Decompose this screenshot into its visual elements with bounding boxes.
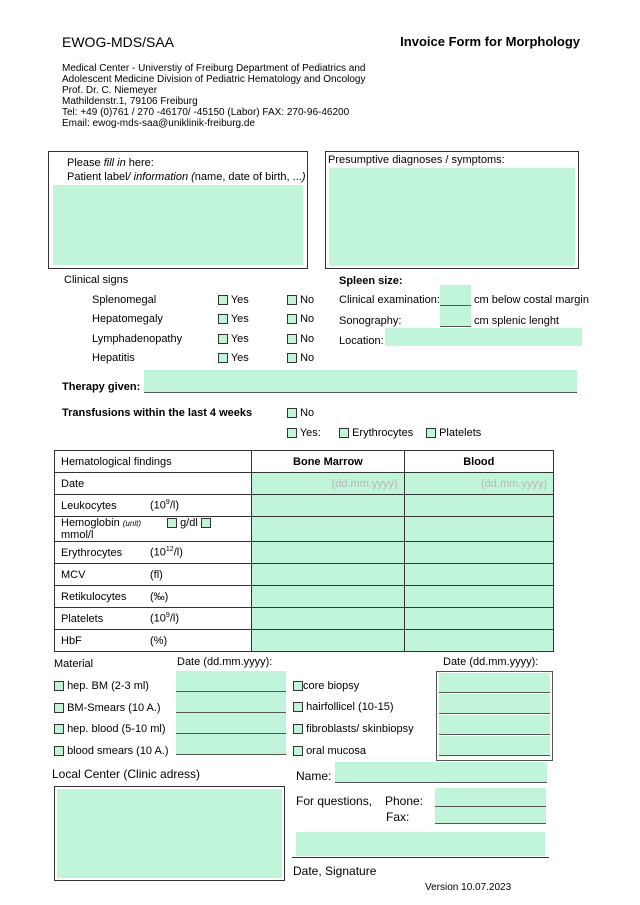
sign-label: Hepatitis <box>92 352 135 364</box>
material-date-field[interactable] <box>176 713 286 734</box>
material-date-label-right: Date (dd.mm.yyyy): <box>443 656 539 668</box>
clinical-exam-field[interactable] <box>440 285 471 306</box>
material-hairfollicel[interactable] <box>293 701 394 713</box>
no-label: No <box>300 333 315 345</box>
checkbox-icon[interactable] <box>218 353 228 363</box>
table-row <box>55 630 554 652</box>
local-center-field[interactable] <box>57 789 282 878</box>
address-line: Email: ewog-mds-saa@uniklinik-freiburg.de <box>62 118 256 129</box>
table-row <box>55 542 554 564</box>
yes-label: Yes <box>230 352 249 364</box>
address-line: Adolescent Medicine Division of Pediatric Hematology and Oncology <box>62 74 366 85</box>
bm-hbf-field[interactable] <box>252 630 404 652</box>
checkbox-icon[interactable] <box>167 518 177 528</box>
bm-hemoglobin-field[interactable] <box>252 517 404 542</box>
material-fibroblasts[interactable] <box>293 723 414 735</box>
splenomegal-yes[interactable] <box>218 294 249 306</box>
diagnosis-label: Presumptive diagnoses / symptoms: <box>328 154 505 166</box>
material-date-field[interactable] <box>439 694 550 714</box>
splenomegal-no[interactable] <box>287 294 314 306</box>
table-row <box>55 586 554 608</box>
material-label: fibroblasts/ skinbiopsy <box>306 723 414 735</box>
table-row <box>55 495 554 517</box>
row-label: Erythrocytes $(10^{12}/l)$ <box>55 542 252 564</box>
row-label: Hemoglobin (unit) g/dl mmol/l <box>55 517 252 542</box>
yes-label: Yes <box>230 294 249 306</box>
questions-label: For questions, <box>296 794 373 808</box>
material-label: blood smears (10 A.) <box>67 745 169 757</box>
sonography-field[interactable] <box>440 306 471 327</box>
blood-platelets-field[interactable] <box>404 608 553 630</box>
material-oral-mucosa[interactable] <box>293 745 366 757</box>
material-label: hairfollicel (10-15) <box>306 701 394 713</box>
lymphadenopathy-yes[interactable] <box>218 333 249 345</box>
material-date-label-left: Date (dd.mm.yyyy): <box>177 656 273 668</box>
yes-label: Yes: <box>299 427 321 439</box>
therapy-label: Therapy given: <box>62 381 141 393</box>
material-label: hep. blood (5-10 ml) <box>67 723 166 735</box>
checkbox-icon[interactable] <box>54 681 64 691</box>
fax-label: Fax: <box>386 810 410 824</box>
checkbox-icon[interactable] <box>287 334 297 344</box>
table-row <box>55 564 554 586</box>
checkbox-icon[interactable] <box>293 681 303 691</box>
location-field[interactable] <box>385 328 582 346</box>
material-date-field[interactable] <box>439 736 550 756</box>
table-row <box>55 517 554 542</box>
patient-box <box>48 151 308 269</box>
signature-label: Date, Signature <box>293 864 377 878</box>
phone-label: Phone: <box>385 794 424 808</box>
checkbox-icon[interactable] <box>287 353 297 363</box>
checkbox-icon[interactable] <box>287 408 297 418</box>
checkbox-icon[interactable] <box>339 428 349 438</box>
address-line: Mathildenstr.1, 79106 Freiburg <box>62 96 198 107</box>
material-date-field[interactable] <box>439 673 550 693</box>
hepatitis-yes[interactable] <box>218 352 249 364</box>
hepatomegaly-yes[interactable] <box>218 313 249 325</box>
name-field[interactable] <box>335 762 547 783</box>
checkbox-icon[interactable] <box>287 295 297 305</box>
diagnosis-box <box>325 151 579 269</box>
material-date-field[interactable] <box>176 671 286 692</box>
findings-header: Hematological findings <box>55 451 252 473</box>
checkbox-icon[interactable] <box>54 703 64 713</box>
checkbox-icon[interactable] <box>287 314 297 324</box>
bone-marrow-header: Bone Marrow <box>252 451 404 473</box>
checkbox-icon[interactable] <box>293 702 303 712</box>
signature-line <box>292 857 549 858</box>
blood-leukocytes-field[interactable] <box>404 495 553 517</box>
no-label: No <box>300 294 315 306</box>
sign-label: Lymphadenopathy <box>92 333 183 345</box>
sign-label: Hepatomegaly <box>92 313 163 325</box>
checkbox-icon[interactable] <box>218 334 228 344</box>
form-title: Invoice Form for Morphology <box>400 34 580 49</box>
material-hep-blood[interactable] <box>54 723 166 735</box>
bm-mcv-field[interactable] <box>252 564 404 586</box>
material-blood-smears[interactable] <box>54 745 169 757</box>
hepatitis-no[interactable] <box>287 352 314 364</box>
phone-field[interactable] <box>435 788 546 807</box>
transfusion-no[interactable] <box>287 407 314 419</box>
patient-label-instruction: Patient label/ information (name, date of birth, ...) <box>67 171 306 183</box>
yes-label: Yes <box>230 333 249 345</box>
material-label: BM-Smears (10 A.) <box>67 702 161 714</box>
material-bm-smears[interactable] <box>54 702 161 714</box>
no-label: No <box>300 352 315 364</box>
transfusion-yes[interactable] <box>287 427 321 439</box>
blood-date-field[interactable]: (dd.mm.yyyy) <box>404 473 553 495</box>
no-label: No <box>300 313 315 325</box>
location-label: Location: <box>339 335 384 347</box>
transfusion-erythrocytes[interactable] <box>339 427 413 439</box>
clinical-exam-label: Clinical examination: <box>339 294 440 306</box>
bm-erythrocytes-field[interactable] <box>252 542 404 564</box>
checkbox-icon[interactable] <box>218 295 228 305</box>
material-date-field[interactable] <box>176 734 286 755</box>
yes-label: Yes <box>230 313 249 325</box>
transfusion-platelets[interactable] <box>426 427 481 439</box>
table-row <box>55 608 554 630</box>
bm-retikulocytes-field[interactable] <box>252 586 404 608</box>
checkbox-icon[interactable] <box>293 724 303 734</box>
bm-date-field[interactable]: (dd.mm.yyyy) <box>252 473 404 495</box>
row-label: Retikulocytes (‰) <box>55 586 252 608</box>
therapy-field[interactable] <box>144 370 577 393</box>
material-label: oral mucosa <box>306 745 366 757</box>
signature-field[interactable] <box>296 832 545 856</box>
bm-leukocytes-field[interactable] <box>252 495 404 517</box>
row-label: Platelets $(10^9/l)$ <box>55 608 252 630</box>
local-center-label: Local Center (Clinic adress) <box>52 767 201 781</box>
blood-hemoglobin-field[interactable] <box>404 517 553 542</box>
blood-hbf-field[interactable] <box>404 630 553 652</box>
checkbox-icon[interactable] <box>54 724 64 734</box>
spleen-title: Spleen size: <box>339 275 403 287</box>
sign-label: Splenomegal <box>92 294 157 306</box>
clinical-signs-title: Clinical signs <box>64 274 129 286</box>
blood-mcv-field[interactable] <box>404 564 553 586</box>
row-label: MCV (fl) <box>55 564 252 586</box>
address-line: Medical Center - Universtiy of Freiburg Department of Pediatrics and <box>62 63 366 74</box>
hepatomegaly-no[interactable] <box>287 313 314 325</box>
material-label: core biopsy <box>303 680 360 692</box>
row-label: Date <box>55 473 252 495</box>
local-center-box <box>54 786 285 881</box>
sonography-unit: cm splenic lenght <box>474 315 559 327</box>
checkbox-icon[interactable] <box>293 746 303 756</box>
checkbox-icon[interactable] <box>54 746 64 756</box>
checkbox-icon[interactable] <box>201 518 211 528</box>
material-date-field[interactable] <box>439 715 550 735</box>
org-name: EWOG-MDS/SAA <box>62 34 175 50</box>
checkbox-icon[interactable] <box>426 428 436 438</box>
transfusions-label: Transfusions within the last 4 weeks <box>62 407 253 419</box>
blood-retikulocytes-field[interactable] <box>404 586 553 608</box>
version-label: Version 10.07.2023 <box>425 882 512 893</box>
row-label: HbF (%) <box>55 630 252 652</box>
table-row <box>55 473 554 495</box>
checkbox-icon[interactable] <box>218 314 228 324</box>
material-core-biopsy[interactable] <box>293 680 359 692</box>
material-hep-bm[interactable] <box>54 680 149 692</box>
sonography-label: Sonography: <box>339 315 402 327</box>
diagnosis-field[interactable] <box>329 168 575 266</box>
address-line: Tel: +49 (0)761 / 270 -46170/ -45150 (Labor) FAX: 270-96-46200 <box>62 107 350 118</box>
checkbox-icon[interactable] <box>287 428 297 438</box>
address-line: Prof. Dr. C. Niemeyer <box>62 85 158 96</box>
patient-info-field[interactable] <box>53 185 303 265</box>
blood-header: Blood <box>404 451 553 473</box>
material-label: hep. BM (2-3 ml) <box>67 680 149 692</box>
bm-platelets-field[interactable] <box>252 608 404 630</box>
no-label: No <box>300 407 315 419</box>
patient-instruction: Please fill in here: <box>67 157 154 169</box>
blood-erythrocytes-field[interactable] <box>404 542 553 564</box>
fax-field[interactable] <box>435 807 546 824</box>
row-label: Leukocytes $(10^9/l)$ <box>55 495 252 517</box>
clinical-exam-unit: cm below costal margin <box>474 294 589 306</box>
material-date-field[interactable] <box>176 692 286 713</box>
material-title: Material <box>54 658 94 670</box>
hematology-table <box>54 450 554 652</box>
name-label: Name: <box>296 769 332 783</box>
erythrocytes-label: Erythrocytes <box>352 427 414 439</box>
lymphadenopathy-no[interactable] <box>287 333 314 345</box>
platelets-label: Platelets <box>439 427 482 439</box>
